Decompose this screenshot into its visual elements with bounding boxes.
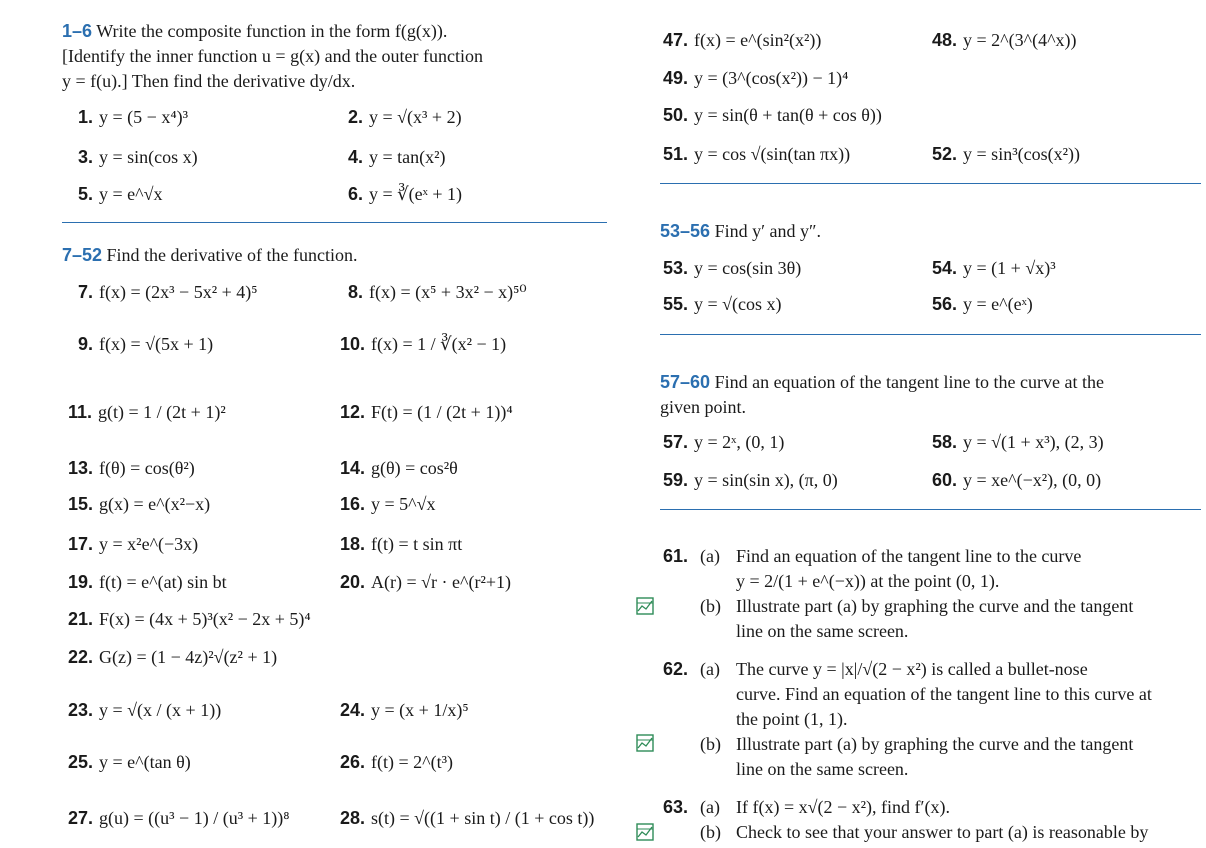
heading-line: y = f(u).] Then find the derivative dy/dx. [62,71,356,91]
problem-7: 7. f(x) = (2x³ − 5x² + 4)⁵ [78,282,258,302]
problem-63 [663,795,1201,845]
graphing-calculator-icon [636,597,654,615]
problem-1: 1. y = (5 − x⁴)³ [78,107,188,127]
heading-line: Find an equation of the tangent line to the curve at the [714,372,1104,392]
graphing-calculator-icon [636,823,654,841]
part-label: (a) [700,546,720,566]
right-column [660,0,1201,848]
part-label: (a) [700,797,720,817]
problem-63-part-a [700,795,950,820]
problem-59: 59. y = sin(sin x), (π, 0) [663,470,838,490]
heading-line: Find y′ and y″. [714,221,821,241]
heading-line: Find the derivative of the function. [106,245,358,265]
problem-27: 27. g(u) = ((u³ − 1) / (u³ + 1))⁸ [68,808,290,828]
problem-61-part-a [700,544,1082,591]
problem-13: 13. f(θ) = cos(θ²) [68,458,195,478]
problem-21: 21. F(x) = (4x + 5)³(x² − 2x + 5)⁴ [68,609,311,629]
problem-62-part-b [700,732,1134,779]
section-range: 1–6 [62,21,93,41]
section-divider [660,183,1201,184]
problem-11: 11. g(t) = 1 / (2t + 1)² [68,402,226,422]
section-1-6-heading [62,19,483,94]
problem-6: 6. y = ∛(eˣ + 1) [348,184,462,204]
part-line: Find an equation of the tangent line to the curve [736,546,1082,566]
heading-line: given point. [660,397,746,417]
problem-14: 14. g(θ) = cos²θ [340,458,458,478]
problem-26: 26. f(t) = 2^(t³) [340,752,453,772]
problem-56: 56. y = e^(eˣ) [932,294,1033,314]
problem-22: 22. G(z) = (1 − 4z)²√(z² + 1) [68,647,278,667]
part-line: Check to see that your answer to part (a) is reasonable by [736,822,1149,842]
part-line: curve. Find an equation of the tangent line to this curve at [736,684,1152,704]
problem-28: 28. s(t) = √((1 + sin t) / (1 + cos t)) [340,808,595,828]
problem-3: 3. y = sin(cos x) [78,147,198,167]
section-57-60-heading [660,370,1104,420]
part-line: Illustrate part (a) by graphing the curve and the tangent [736,596,1134,616]
section-divider [660,509,1201,510]
problem-number: 63. [663,797,689,817]
problem-12: 12. F(t) = (1 / (2t + 1))⁴ [340,402,513,422]
problem-47: 47. f(x) = e^(sin²(x²)) [663,30,822,50]
problem-2: 2. y = √(x³ + 2) [348,107,462,127]
heading-line: Write the composite function in the form f(g(x)). [96,21,448,41]
problem-51: 51. y = cos √(sin(tan πx)) [663,144,851,164]
section-range: 7–52 [62,245,103,265]
part-line: line on the same screen. [736,759,909,779]
section-range: 57–60 [660,372,711,392]
part-line: The curve y = |x|/√(2 − x²) is called a bullet-nose [736,659,1088,679]
problem-5: 5. y = e^√x [78,184,163,204]
part-label: (b) [700,734,721,754]
problem-15: 15. g(x) = e^(x²−x) [68,494,211,514]
part-line: If f(x) = x√(2 − x²), find f′(x). [736,797,950,817]
problem-55: 55. y = √(cos x) [663,294,782,314]
problem-49: 49. y = (3^(cos(x²)) − 1)⁴ [663,68,849,88]
problem-8: 8. f(x) = (x⁵ + 3x² − x)⁵⁰ [348,282,527,302]
part-line: the point (1, 1). [736,709,848,729]
problem-17: 17. y = x²e^(−3x) [68,534,199,554]
left-column [62,0,607,848]
section-range: 53–56 [660,221,711,241]
problem-16: 16. y = 5^√x [340,494,436,514]
problem-62-part-a [700,657,1152,729]
problem-54: 54. y = (1 + √x)³ [932,258,1056,278]
problem-61-part-b [700,594,1134,641]
problem-61 [663,544,1201,644]
part-line: y = 2/(1 + e^(−x)) at the point (0, 1). [736,571,1000,591]
problem-60: 60. y = xe^(−x²), (0, 0) [932,470,1102,490]
section-divider [62,222,607,223]
part-line: Illustrate part (a) by graphing the curve and the tangent [736,734,1134,754]
problem-63-part-b [700,820,1149,845]
heading-line: [Identify the inner function u = g(x) and the outer function [62,46,484,66]
problem-25: 25. y = e^(tan θ) [68,752,191,772]
problem-number: 62. [663,659,689,679]
problem-52: 52. y = sin³(cos(x²)) [932,144,1080,164]
problem-62 [663,657,1201,782]
part-label: (b) [700,822,721,842]
problem-18: 18. f(t) = t sin πt [340,534,463,554]
problem-4: 4. y = tan(x²) [348,147,446,167]
problem-23: 23. y = √(x / (x + 1)) [68,700,222,720]
problem-50: 50. y = sin(θ + tan(θ + cos θ)) [663,105,882,125]
problem-58: 58. y = √(1 + x³), (2, 3) [932,432,1104,452]
section-divider [660,334,1201,335]
part-label: (b) [700,596,721,616]
section-53-56-heading [660,219,821,244]
problem-number: 61. [663,546,689,566]
problem-48: 48. y = 2^(3^(4^x)) [932,30,1077,50]
problem-10: 10. f(x) = 1 / ∛(x² − 1) [340,334,507,354]
problem-19: 19. f(t) = e^(at) sin bt [68,572,227,592]
part-line: line on the same screen. [736,621,909,641]
problem-20: 20. A(r) = √r · e^(r²+1) [340,572,511,592]
part-label: (a) [700,659,720,679]
problem-9: 9. f(x) = √(5x + 1) [78,334,214,354]
problem-24: 24. y = (x + 1/x)⁵ [340,700,469,720]
problem-57: 57. y = 2ˣ, (0, 1) [663,432,785,452]
section-7-52-heading [62,243,357,268]
problem-53: 53. y = cos(sin 3θ) [663,258,802,278]
graphing-calculator-icon [636,734,654,752]
